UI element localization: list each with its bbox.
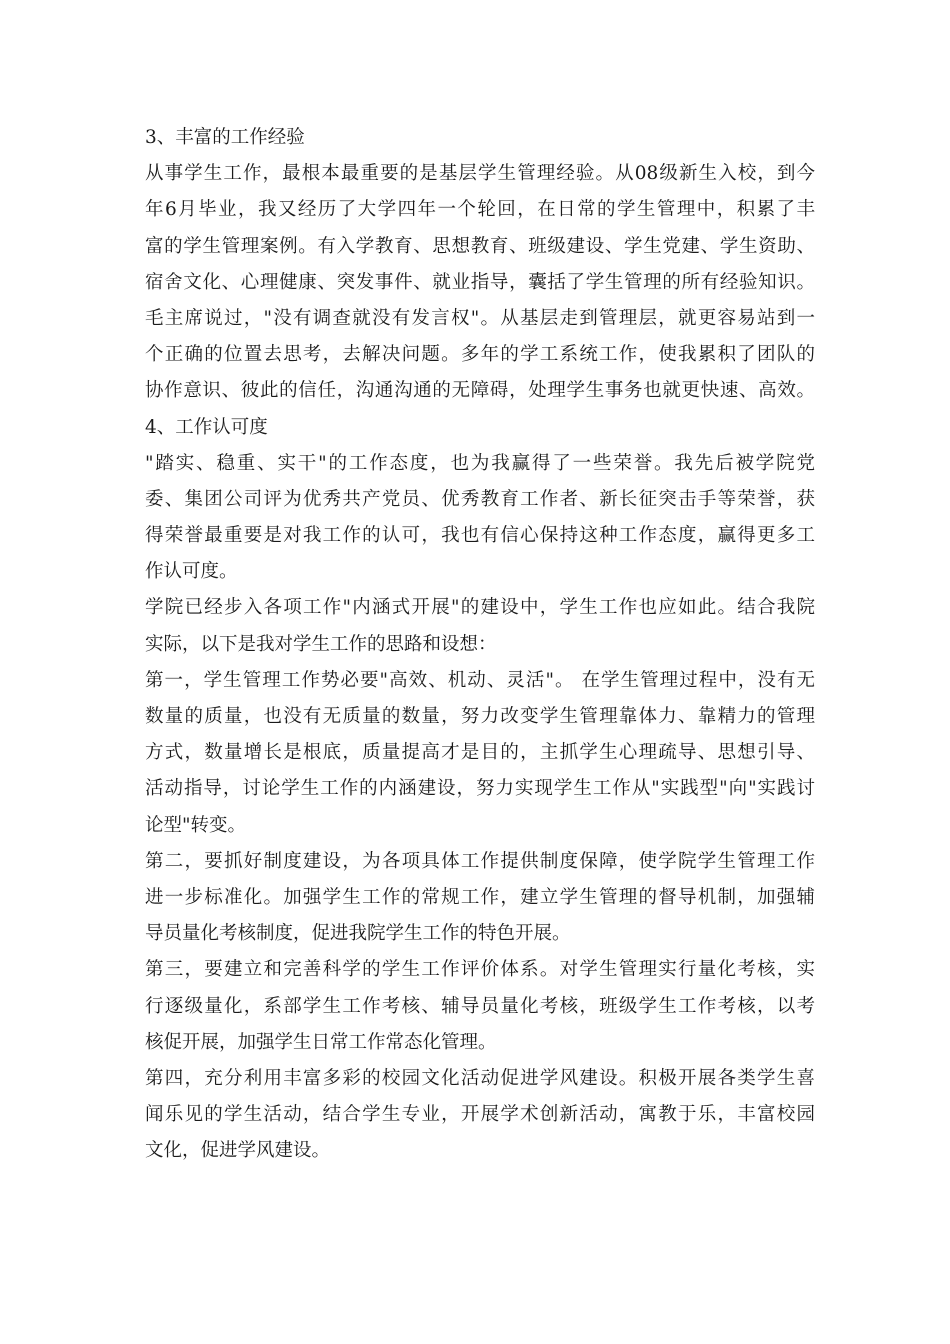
text-line: 活动指导，讨论学生工作的内涵建设，努力实现学生工作从"实践型"向"实践讨	[145, 778, 815, 800]
text-line: 委、集团公司评为优秀共产党员、优秀教育工作者、新长征突击手等荣誉，获	[145, 488, 815, 510]
text-line: 从事学生工作，最根本最重要的是基层学生管理经验。从08级新生入校，到今	[145, 163, 815, 185]
text-line: 第四，充分利用丰富多彩的校园文化活动促进学风建设。积极开展各类学生喜	[145, 1067, 815, 1089]
text-line: 学院已经步入各项工作"内涵式开展"的建设中，学生工作也应如此。结合我院	[145, 597, 815, 619]
text-line: 协作意识、彼此的信任，沟通沟通的无障碍，处理学生事务也就更快速、高效。	[145, 380, 815, 402]
text-line: "踏实、稳重、实干"的工作态度，也为我赢得了一些荣誉。我先后被学院党	[145, 452, 815, 474]
text-line: 论型"转变。	[145, 814, 247, 836]
text-line: 数量的质量，也没有无质量的数量，努力改变学生管理靠体力、靠精力的管理	[145, 706, 815, 727]
text-line: 宿舍文化、心理健康、突发事件、就业指导，囊括了学生管理的所有经验知识。	[145, 271, 815, 293]
text-line: 作认可度。	[145, 561, 238, 583]
text-line: 毛主席说过，"没有调查就没有发言权"。从基层走到管理层，就更容易站到一	[145, 307, 815, 329]
text-line: 第一，学生管理工作势必要"高效、机动、灵活"。 在学生管理过程中，没有无	[145, 669, 815, 691]
text-line: 文化，促进学风建设。	[145, 1140, 331, 1162]
text-line: 得荣誉最重要是对我工作的认可，我也有信心保持这种工作态度，赢得更多工	[145, 525, 815, 547]
text-line: 3、丰富的工作经验	[145, 127, 305, 148]
text-line: 实际，以下是我对学生工作的思路和设想：	[145, 633, 497, 655]
text-line: 导员量化考核制度，促进我院学生工作的特色开展。	[145, 923, 571, 945]
text-line: 年6月毕业，我又经历了大学四年一个轮回，在日常的学生管理中，积累了丰	[145, 199, 815, 221]
text-line: 第三，要建立和完善科学的学生工作评价体系。对学生管理实行量化考核，实	[145, 959, 815, 981]
text-line: 闻乐见的学生活动，结合学生专业，开展学术创新活动，寓教于乐，丰富校园	[145, 1104, 815, 1126]
text-line: 方式，数量增长是根底，质量提高才是目的，主抓学生心理疏导、思想引导、	[145, 742, 815, 764]
text-line: 富的学生管理案例。有入学教育、思想教育、班级建设、学生党建、学生资助、	[145, 235, 815, 257]
text-line: 4、工作认可度	[145, 416, 268, 438]
text-line: 行逐级量化，系部学生工作考核、辅导员量化考核，班级学生工作考核，以考	[145, 995, 815, 1017]
text-line: 个正确的位置去思考，去解决问题。多年的学工系统工作，使我累积了团队的	[145, 344, 815, 366]
text-line: 核促开展，加强学生日常工作常态化管理。	[145, 1031, 497, 1053]
text-line: 第二，要抓好制度建设，为各项具体工作提供制度保障，使学院学生管理工作	[145, 850, 815, 872]
text-line: 进一步标准化。加强学生工作的常规工作，建立学生管理的督导机制，加强辅	[145, 886, 815, 908]
document-body	[145, 120, 815, 1169]
